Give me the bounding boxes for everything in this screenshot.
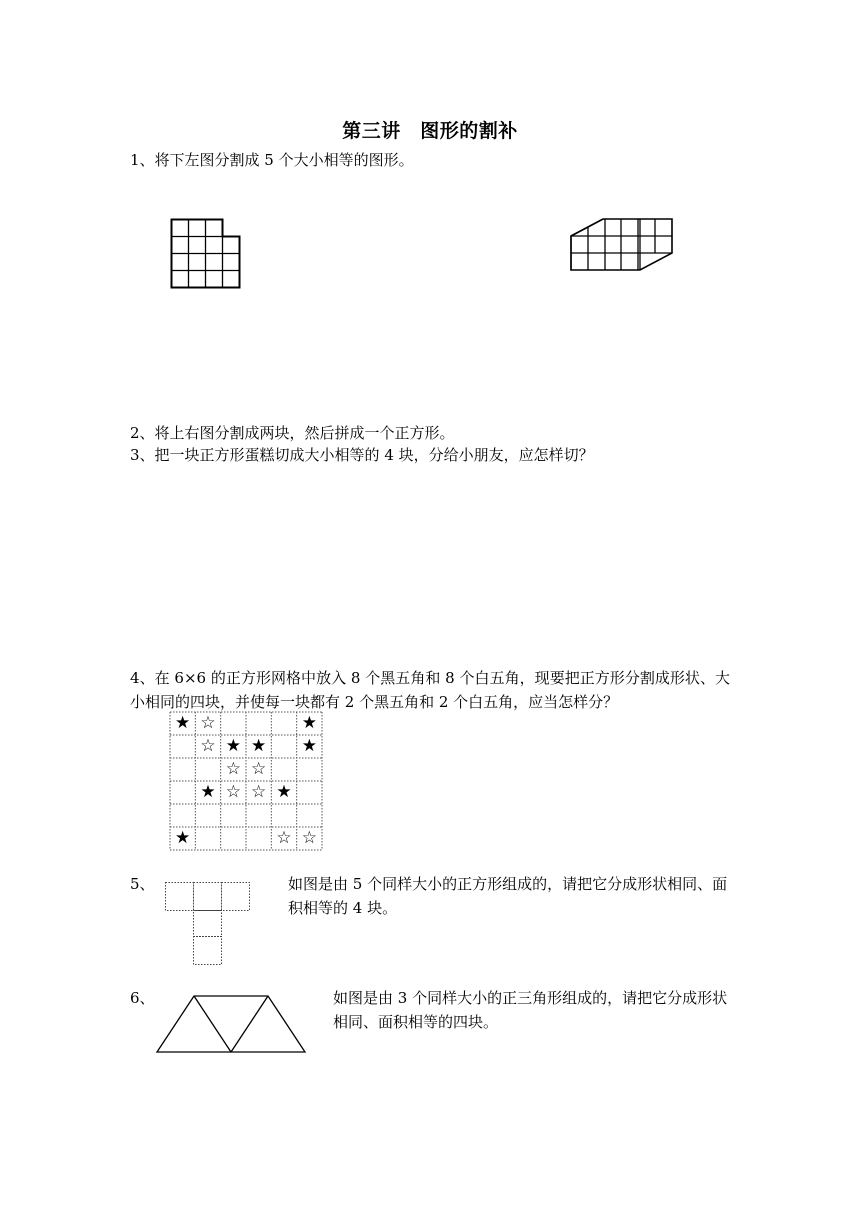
question-4: 4、在 6×6 的正方形网格中放入 8 个黑五角和 8 个白五角，现要把正方形分割成形状、大小相同的四块，并使每一块都有 2 个黑五角和 2 个白五角，应当怎样分？ [130,669,730,711]
empty-cell [246,712,271,735]
empty-cell [170,758,195,781]
black-star-cell: ★ [276,782,292,802]
empty-cell [271,712,296,735]
empty-cell [246,827,271,850]
white-star-cell: ☆ [225,782,241,802]
empty-cell [297,758,322,781]
black-star-cell: ★ [301,713,317,733]
question-1: 1、将下左图分割成 5 个大小相等的图形。 [130,151,414,169]
q5-t-shape-figure [164,881,254,967]
white-star-cell: ☆ [200,736,216,756]
question-3: 3、把一块正方形蛋糕切成大小相等的 4 块，分给小朋友，应怎样切？ [130,446,594,464]
question-5-number: 5、 [130,875,155,893]
question-5-text: 如图是由 5 个同样大小的正方形组成的，请把它分成形状相同、面积相等的 4 块。 [288,875,728,917]
empty-cell [195,827,220,850]
question-6-number: 6、 [130,989,155,1007]
empty-cell [221,712,246,735]
empty-cell [221,827,246,850]
question-6-text: 如图是由 3 个同样大小的正三角形组成的，请把它分成形状相同、面积相等的四块。 [333,989,728,1031]
white-star-cell: ☆ [251,782,267,802]
empty-cell [195,804,220,827]
white-star-cell: ☆ [200,713,216,733]
black-star-cell: ★ [175,713,191,733]
empty-cell [170,781,195,804]
star-grid [170,712,322,850]
question-2: 2、将上右图分割成两块，然后拼成一个正方形。 [130,424,455,442]
empty-cell [170,804,195,827]
black-star-cell: ★ [200,782,216,802]
black-star-cell: ★ [225,736,241,756]
empty-cell [297,781,322,804]
empty-cell [297,804,322,827]
empty-cell [271,804,296,827]
empty-cell [170,735,195,758]
white-star-cell: ☆ [225,759,241,779]
empty-cell [195,758,220,781]
empty-cell [271,758,296,781]
empty-cell [271,735,296,758]
black-star-cell: ★ [301,736,317,756]
empty-cell [246,804,271,827]
empty-cell [221,804,246,827]
white-star-cell: ☆ [276,828,292,848]
page-title: 第三讲 图形的割补 [342,120,518,142]
white-star-cell: ☆ [301,828,317,848]
white-star-cell: ☆ [251,759,267,779]
black-star-cell: ★ [175,828,191,848]
q6-trapezoid-figure [154,994,310,1056]
black-star-cell: ★ [251,736,267,756]
q1-grid-figure [170,218,242,290]
q2-parallelogram-figure [568,217,676,273]
